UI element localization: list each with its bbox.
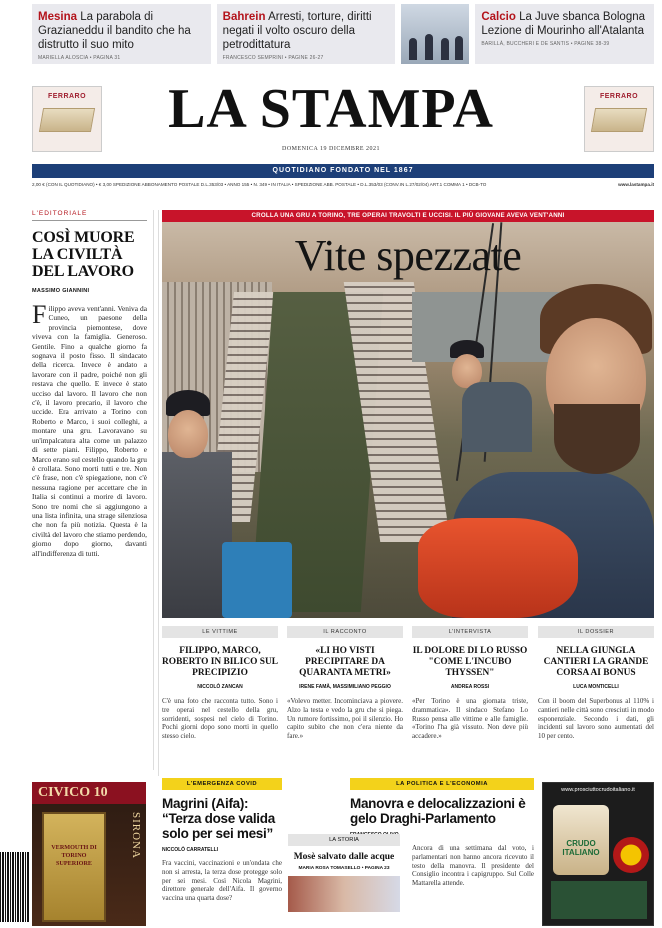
- teaser-mesina[interactable]: [32, 4, 211, 64]
- ad-brand: FERRARO: [599, 93, 639, 100]
- top-teasers: [32, 4, 654, 64]
- story-kicker: LA STORIA: [288, 834, 400, 846]
- article-intervista[interactable]: [412, 626, 528, 772]
- teaser-photo: [401, 4, 469, 64]
- article-kicker: LE VITTIME: [162, 626, 278, 638]
- story-photo: [288, 876, 400, 912]
- main-headline[interactable]: Vite spezzate: [294, 231, 522, 280]
- teaser-city: Mesina: [38, 11, 77, 23]
- price-info: 2,00 € (CON IL QUOTIDIANO) • € 3,00 SPEDIZIONE ABBONAMENTO POSTALE D.L.353/03 • ANNO 155 • N. 349 • IN ITALIA • SPEDIZIONE ABB. POSTALE • D.L.353/03 (CONV.IN L.27/02/04) ART.1 COMMA 1 • DCB-TO: [32, 182, 487, 187]
- teaser-text: Arresti, torture, diritti negati il volto oscuro della petrodittatura: [222, 11, 372, 51]
- editorial-body: Filippo aveva vent'anni. Veniva da Cuneo, un paesone della provincia piemontese, dove viveva con la famiglia. Generoso. Gentile. Fino a qualche giorno fa sognava il posto fisso. Il sindacato della ricerca. Invece è andato a lavorare con il padre, poiché non gli restava che quello. E invece è stato ucciso dal lavoro. Il lavoro che non c'è, il lavoro precario, il lavoro che uccide. Era arrivato a Torino con Roberto e Marco, i suoi colleghi, a montare una gru. Lavoravano su un'impalcatura alta come un palazzo di sette piani. Filippo, Roberto e Marco erano sul cestello quando la gru è crollata. Sono morti tutti e tre. Non c'è frase, non c'è spiegazione, non c'è nessuna ragione per accettare che in Italia si continui a morire di lavoro. Sono tre nomi che si aggiungono a una lista infinita, una strage silenziosa che non fa più notizia. Questa è la civiltà del lavoro che stiamo perdendo, giorno dopo giorno, davanti all'indifferenza di tutti.: [32, 300, 147, 558]
- teaser-text: La parabola di Grazianeddu il bandito che ha distrutto il suo mito: [38, 11, 191, 51]
- worker-middle-jacket: [462, 382, 532, 452]
- masthead: [0, 80, 662, 162]
- barcode-icon: [0, 852, 30, 922]
- article-racconto[interactable]: [287, 626, 403, 772]
- article-covid[interactable]: [162, 778, 282, 928]
- article-body: C'è una foto che racconta tutto. Sono i tre operai nel cestello della gru, sorridenti, sospesi nel cielo di Torino. Pochi giorni dopo sono morti in quello stesso cielo.: [162, 697, 278, 741]
- masthead-ad-right[interactable]: [584, 86, 654, 152]
- article-headline[interactable]: Manovra e delocalizzazioni è gelo Draghi-Parlamento: [350, 796, 526, 826]
- crane-basket: [222, 542, 292, 618]
- article-kicker: L'INTERVISTA: [412, 626, 528, 638]
- main-photo[interactable]: [162, 222, 654, 618]
- article-author: LUCA MONTICELLI: [573, 684, 619, 690]
- ad-label: CRUDO ITALIANO: [562, 839, 600, 857]
- article-author: IRENE FAMÀ, MASSIMILIANO PEGGIO: [299, 684, 391, 690]
- teaser-text: La Juve sbanca Bologna Lezione di Mourinho all'Atalanta: [481, 11, 646, 37]
- teaser-calcio[interactable]: [475, 4, 654, 64]
- article-body: Con il boom del Superbonus al 110% i cantieri nelle città sono cresciuti in modo esponenziale. Secondo i dati, gli incidenti sul lavoro sono aumentati del 10 per cento.: [538, 697, 654, 741]
- editorial-kicker: L'EDITORIALE: [32, 210, 147, 221]
- prosciutto-ad[interactable]: [542, 782, 654, 926]
- worker-right-beard: [554, 404, 640, 474]
- article-body: «Volevo metter. Incominciava a piovere. Alzo la testa e vedo la gru che si piega. Un rumore fortissimo, poi il silenzio. Ho capito subito che non c'era niente da fare.»: [287, 697, 403, 741]
- article-headline[interactable]: Magrini (Aifa): “Terza dose valida solo per sei mesi”: [162, 796, 275, 841]
- teaser-sub: MARIELLA ALOSCIA • PAGINA 31: [38, 55, 121, 61]
- dop-seal-icon: [613, 837, 649, 873]
- story-author: MARIA ROSA TOMASELLO • PAGINA 23: [298, 866, 390, 871]
- chocolate-bar-icon: [591, 108, 647, 132]
- masthead-ad-left[interactable]: [32, 86, 102, 152]
- ad-url[interactable]: www.prosciuttocrudoitaliano.it: [561, 787, 635, 793]
- editorial-column: [32, 210, 154, 770]
- website-link[interactable]: www.lastampa.it: [618, 182, 654, 187]
- article-kicker: LA POLITICA E L'ECONOMIA: [350, 778, 534, 790]
- story-box[interactable]: [288, 834, 400, 928]
- article-body: Fra vaccini, vaccinazioni e un'ondata che non si arresta, la terza dose protegge solo per sei mesi. Così Nicola Magrini, direttore generale dell'Aifa. Il governo vaccina una quarta dose?: [162, 859, 282, 903]
- article-kicker: IL RACCONTO: [287, 626, 403, 638]
- chocolate-bar-icon: [39, 108, 95, 132]
- worker-left-face: [168, 410, 208, 458]
- dateline: DOMENICA 19 DICEMBRE 2021: [281, 146, 380, 152]
- article-body: «Per Torino è una giornata triste, drammatica». Il sindaco Stefano Lo Russo pensa alle vittime e alle famiglie. «Torino l'ha già vissuto. Non deve più accadere.»: [412, 697, 528, 741]
- teaser-city: Bahrein: [222, 11, 266, 23]
- bottle-label: [42, 812, 106, 922]
- article-author: NICCOLÒ CARRATELLI: [162, 847, 219, 853]
- vermouth-ad[interactable]: [32, 782, 146, 926]
- teaser-sub: BARILLÀ, BUCCHERI E DE SANTIS • PAGINE 38-39: [481, 41, 610, 47]
- article-kicker: L'EMERGENZA COVID: [162, 778, 282, 790]
- bottle-label-text: VERMOUTH DI TORINO SUPERIORE: [51, 844, 97, 867]
- article-author: ANDREA ROSSI: [450, 684, 490, 690]
- story-headline[interactable]: Mosè salvato dalle acque: [293, 852, 395, 862]
- ad-brand: FERRARO: [47, 93, 87, 100]
- editorial-title[interactable]: COSÌ MUORE LA CIVILTÀ DEL LAVORO: [32, 229, 135, 280]
- teaser-city: Calcio: [481, 11, 516, 23]
- article-vittime[interactable]: [162, 626, 278, 772]
- ad-image: [551, 881, 647, 919]
- ad-side-text: SIRONA: [130, 812, 142, 859]
- newspaper-logo[interactable]: LA STAMPA: [168, 78, 494, 140]
- article-dossier[interactable]: [538, 626, 654, 772]
- main-story-kicker: CROLLA UNA GRU A TORINO, TRE OPERAI TRAVOLTI E UCCISI. IL PIÙ GIOVANE AVEVA VENT'ANNI: [162, 210, 654, 222]
- article-headline[interactable]: «LI HO VISTI PRECIPITARE DA QUARANTA METRI»: [299, 646, 391, 678]
- teaser-bahrein[interactable]: [217, 4, 396, 64]
- worker-right-glove: [418, 518, 578, 618]
- article-headline[interactable]: IL DOLORE DI LO RUSSO "COME L'INCUBO THYSSEN": [412, 646, 528, 678]
- ad-brand: CIVICO 10: [32, 782, 146, 804]
- article-headline[interactable]: NELLA GIUNGLA CANTIERI LA GRANDE CORSA AI BONUS: [543, 646, 649, 678]
- crudo-logo: [553, 805, 609, 875]
- article-kicker: IL DOSSIER: [538, 626, 654, 638]
- price-info-line: [32, 180, 654, 190]
- article-body: Ancora di una settimana dal voto, i parlamentari non hanno ancora ricevuto il testo della manovra. Il presidente del Consiglio incontra i capigruppo. Sul Colle Mattarella attende.: [412, 844, 534, 888]
- editorial-author: MASSIMO GIANNINI: [32, 288, 90, 294]
- article-headline[interactable]: FILIPPO, MARCO, ROBERTO IN BILICO SUL PRECIPIZIO: [162, 646, 278, 678]
- teaser-sub: FRANCESCO SEMPRINI • PAGINE 26-27: [222, 55, 324, 61]
- founded-band: QUOTIDIANO FONDATO NEL 1867: [32, 164, 654, 178]
- article-author: NICCOLÒ ZANCAN: [197, 684, 243, 690]
